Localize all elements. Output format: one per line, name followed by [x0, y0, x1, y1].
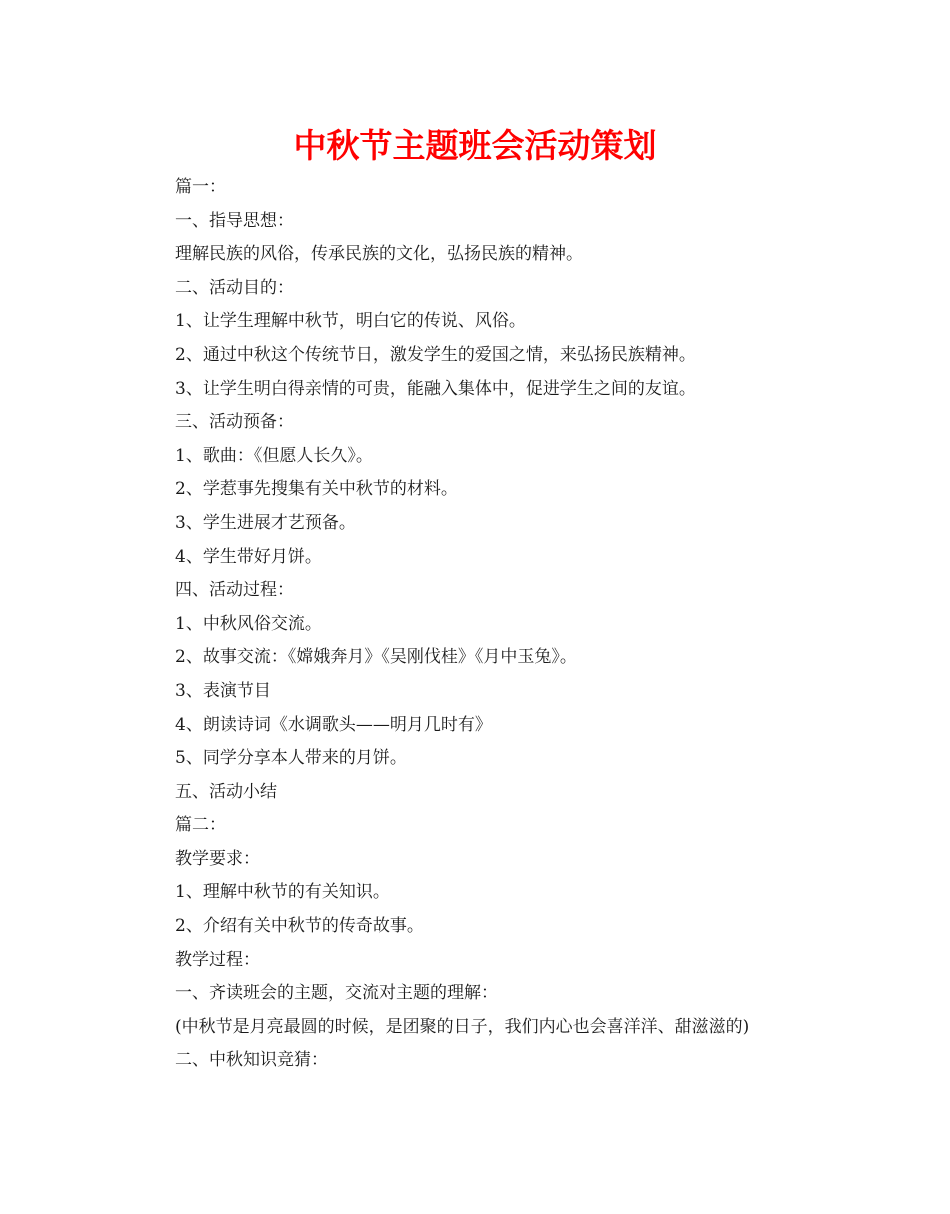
text-line: 2、介绍有关中秋节的传奇故事。 [175, 916, 424, 937]
text-line: 3、让学生明白得亲情的可贵，能融入集体中，促进学生之间的友谊。 [175, 378, 696, 399]
text-line: 4、朗读诗词《水调歌头——明月几时有》 [175, 714, 492, 735]
document-body [175, 171, 875, 1078]
text-line: 4、学生带好月饼。 [175, 546, 322, 567]
text-line: 四、活动过程： [175, 580, 294, 601]
text-line: 2、通过中秋这个传统节日，激发学生的爱国之情，来弘扬民族精神。 [175, 344, 696, 365]
text-line: 五、活动小结 [175, 781, 277, 802]
text-line: 1、让学生理解中秋节，明白它的传说、风俗。 [175, 311, 526, 332]
text-line: 1、理解中秋节的有关知识。 [175, 882, 390, 903]
text-line: 3、学生进展才艺预备。 [175, 512, 356, 533]
text-line: 理解民族的风俗，传承民族的文化，弘扬民族的精神。 [175, 244, 583, 265]
text-line: 篇二： [175, 815, 226, 836]
text-line: 二、中秋知识竞猜： [175, 1050, 328, 1071]
text-line: 教学要求： [175, 848, 260, 869]
text-line: 1、中秋风俗交流。 [175, 613, 322, 634]
text-line: 2、学惹事先搜集有关中秋节的材料。 [175, 479, 458, 500]
text-line: 篇一： [175, 177, 226, 197]
text-line: 1、歌曲：《但愿人长久》。 [175, 445, 373, 466]
text-line: 教学过程： [175, 949, 260, 970]
text-line: 二、活动目的： [175, 277, 294, 298]
text-line: 三、活动预备： [175, 412, 294, 433]
text-line: 2、故事交流：《嫦娥奔月》《吴刚伐桂》《月中玉兔》。 [175, 647, 577, 668]
text-line: 一、齐读班会的主题，交流对主题的理解： [175, 983, 498, 1004]
document-title: 中秋节主题班会活动策划 [293, 126, 657, 165]
text-line: (中秋节是月亮最圆的时候，是团聚的日子，我们内心也会喜洋洋、甜滋滋的) [175, 1016, 750, 1037]
text-line: 5、同学分享本人带来的月饼。 [175, 748, 407, 769]
text-line: 3、表演节目 [175, 680, 271, 701]
text-line: 一、指导思想： [175, 210, 294, 231]
